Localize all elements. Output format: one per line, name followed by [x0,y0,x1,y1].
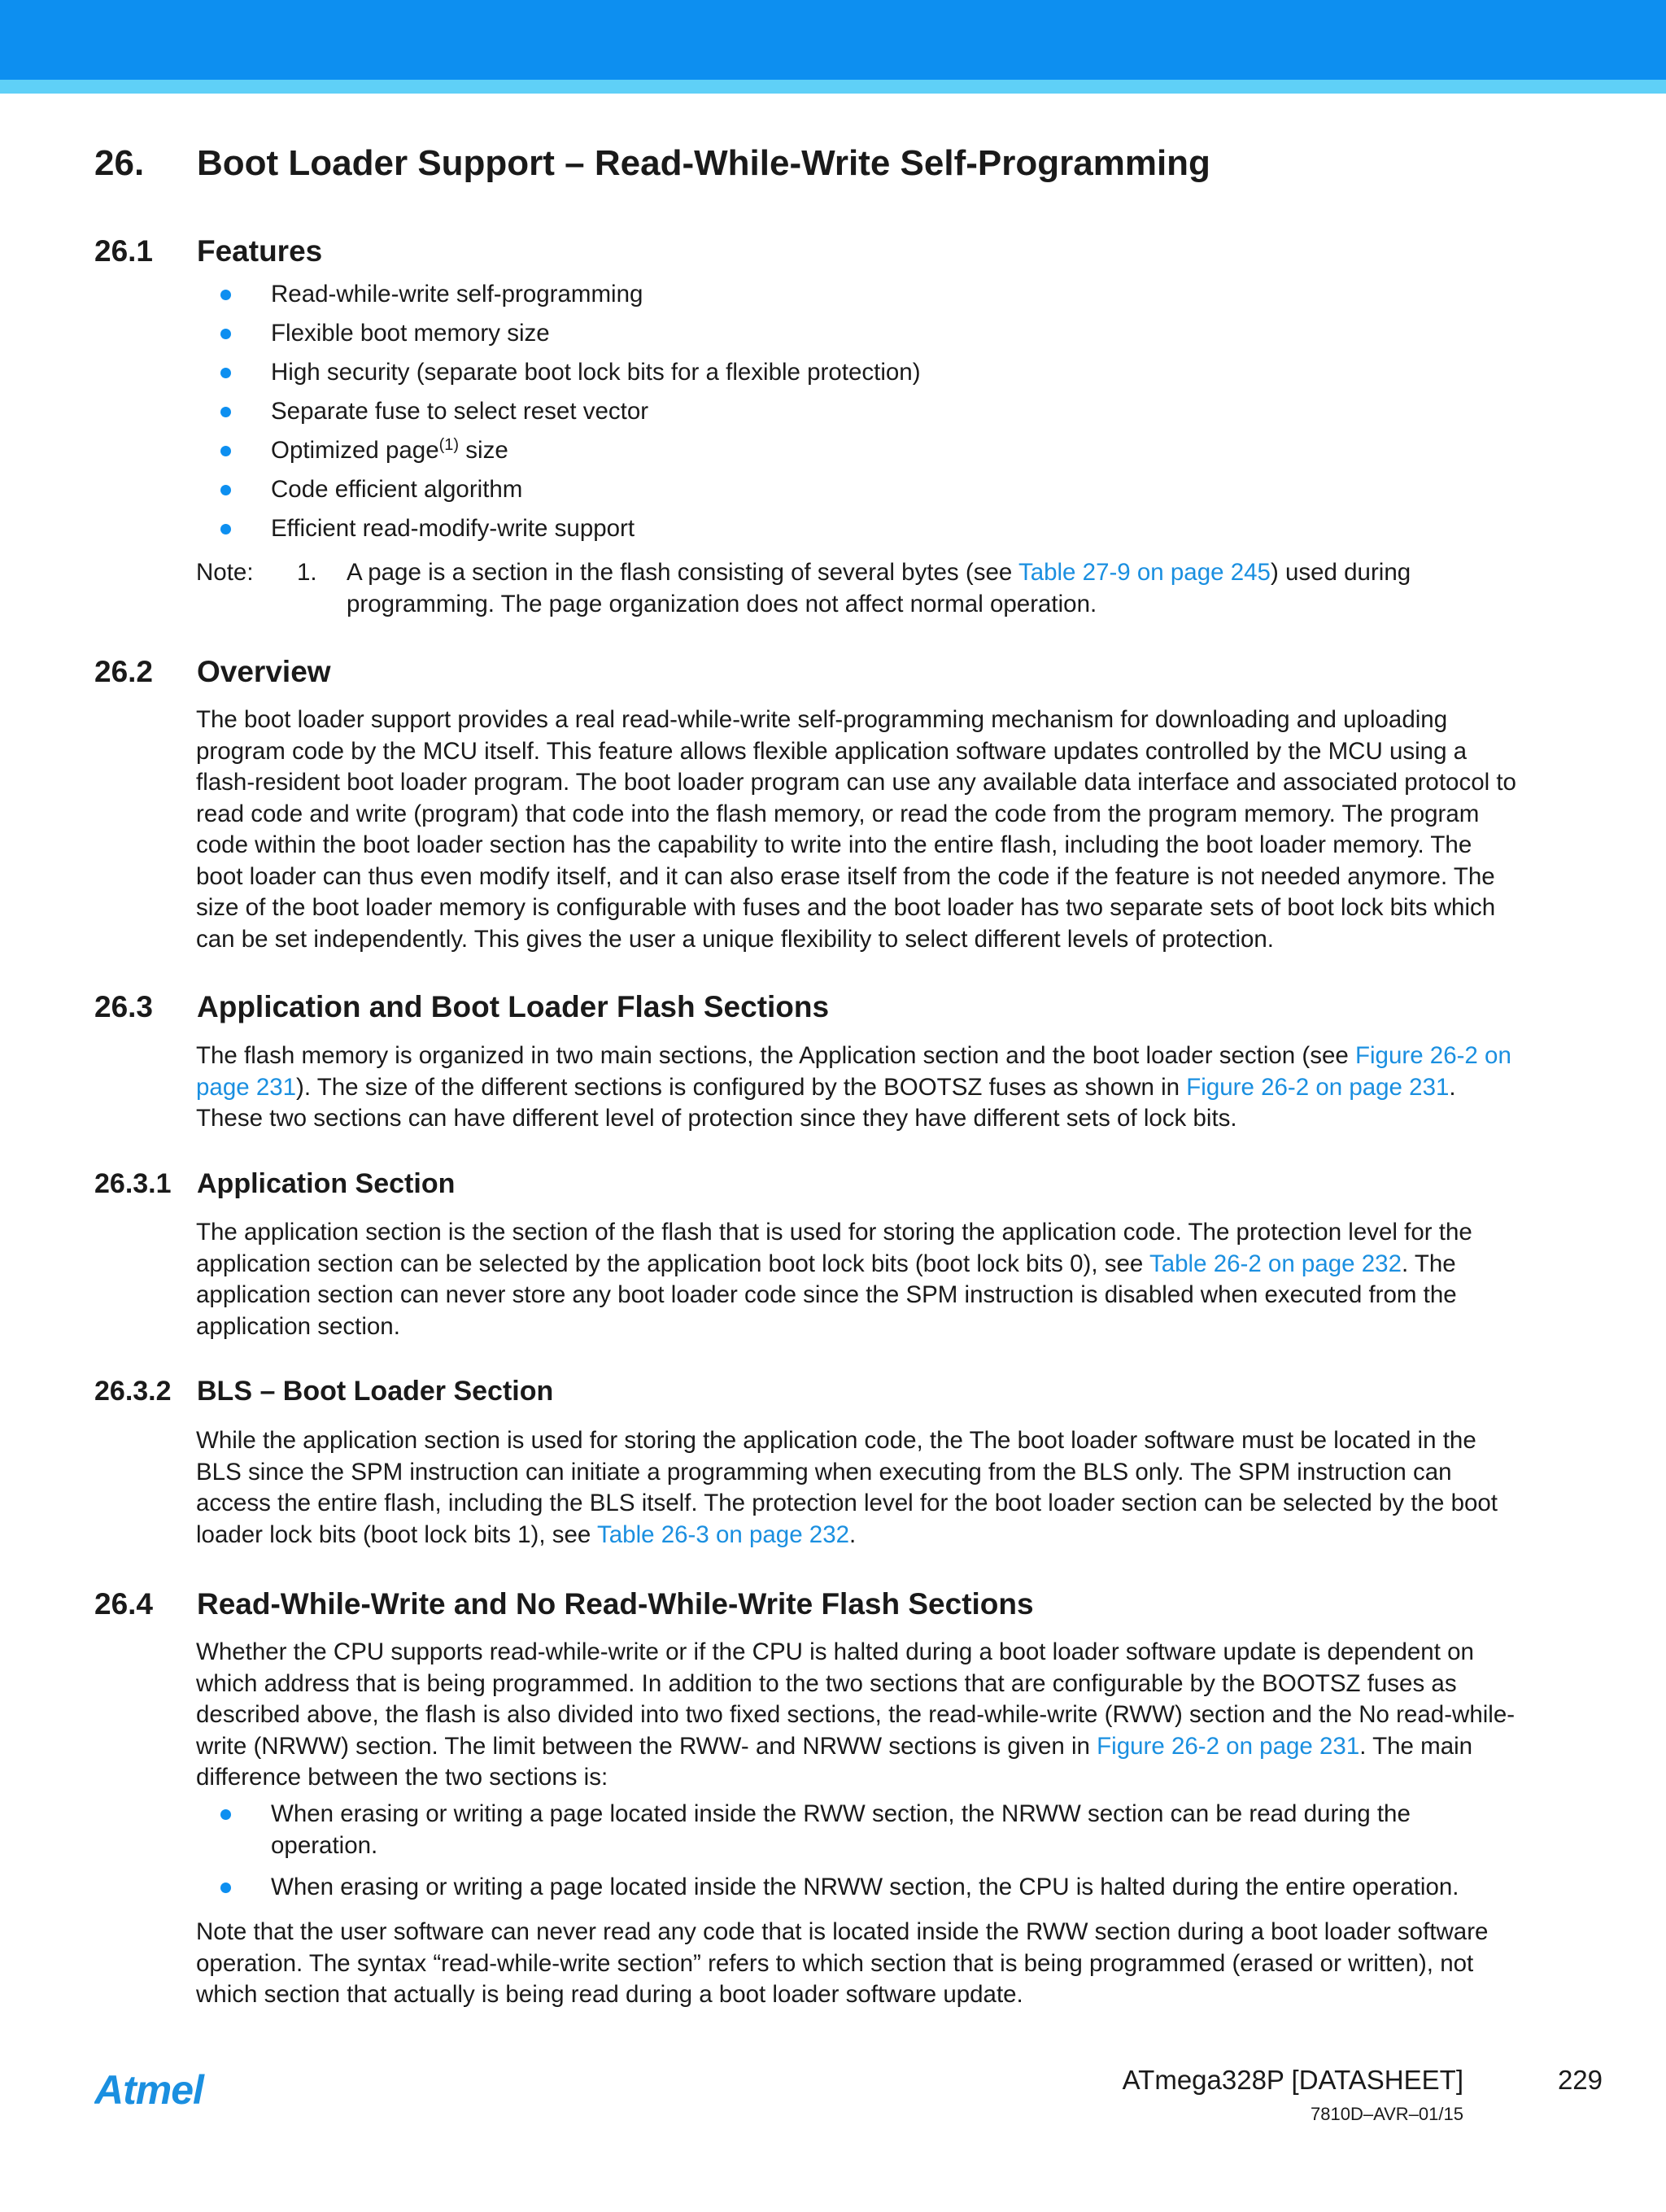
section-title: Application and Boot Loader Flash Sections [197,990,830,1023]
bullet-icon [220,1809,231,1820]
header-stripe [0,80,1666,94]
atmel-logo [94,2066,249,2115]
link-table-27-9[interactable]: Table 27-9 on page 245 [1018,559,1271,586]
link-table-26-2[interactable]: Table 26-2 on page 232 [1149,1250,1402,1277]
bls-paragraph: While the application section is used for storing the application code, the The boot loader software must be located in the BLS since the SPM instruction can initiate a programming when executing from the BLS only. The SPM instruction can access the entire flash, including the BLS itself. The protection level for the boot loader section can be selected by the boot loader lock bits (boot lock bits 1), see Table 26-3 on page 232. [196,1427,1498,1548]
page-number: 229 [1557,2065,1603,2095]
header-bar [0,0,1666,80]
document-code: 7810D–AVR–01/15 [1311,2104,1463,2124]
note-label: Note: [196,559,254,586]
bullet-icon [220,290,231,300]
section-number: 26.4 [94,1587,154,1621]
document-title: ATmega328P [DATASHEET] [1122,2065,1463,2095]
link-figure-26-2-page[interactable]: page 231 [196,1073,297,1101]
bullet-icon [220,485,231,495]
flash-sections-paragraph: The flash memory is organized in two main sections, the Application section and the boot loader section (see Figure 26-2 on page 231). The size of the different sections is configured by the BOOTSZ fuses as shown in Figure 26-2 on page 231. These two sections can have different level of protection since they have different sets of lock bits. [196,1042,1511,1132]
chapter-title: Boot Loader Support – Read-While-Write Self-Programming [197,143,1210,183]
bullet-icon [220,446,231,456]
rww-paragraph: Whether the CPU supports read-while-write or if the CPU is halted during a boot loader software update is dependent on which address that is being programmed. In addition to the two sections that are configurable by the BOOTSZ fuses as described above, the flash is also divided into two fixed sections, the read-while-write (RWW) section and the No read-while- write (NRWW) section. The limit between the RWW- and NRWW sections is given in Figure 26-2 on page 231. The main difference between the two sections is: [196,1638,1516,1791]
section-title: BLS – Boot Loader Section [197,1376,554,1407]
section-number: 26.2 [94,655,154,688]
section-title: Overview [197,655,331,688]
link-figure-26-2[interactable]: Figure 26-2 on page 231 [1186,1073,1450,1101]
rww-note-paragraph: Note that the user software can never read any code that is located inside the RWW section during a boot loader software operation. The syntax “read-while-write section” refers to which section that is being programmed (erased or written), not which section that actually is being read during a boot loader software update. [196,1918,1489,2008]
section-title: Read-While-Write and No Read-While-Write Flash Sections [197,1587,1034,1621]
section-number: 26.3.1 [94,1168,172,1199]
bullet-icon [220,407,231,417]
section-title: Features [197,234,323,268]
footnote-ref: (1) [438,436,460,454]
bullet-icon [220,329,231,339]
section-title: Application Section [197,1168,456,1199]
application-paragraph: The application section is the section of the flash that is used for storing the application code. The protection level for the application section can be selected by the application boot lock bits (boot lock bits 0), see Table 26-2 on page 232. The application section can never store any boot loader code since the SPM instruction is disabled when executed from the application section. [196,1219,1472,1340]
bullet-icon [220,368,231,378]
link-figure-26-2[interactable]: Figure 26-2 on page 231 [1097,1732,1360,1760]
svg-text:Atmel: Atmel [94,2067,203,2113]
overview-paragraph: The boot loader support provides a real read-while-write self-programming mechanism for downloading and uploading program code by the MCU itself. This feature allows flexible application software updates controlled by the MCU using a flash-resident boot loader program. The boot loader program can use any available data interface and associated protocol to read code and write (program) that code into the flash memory, or read the code from the program memory. The program code within the boot loader section has the capability to write into the entire flash, including the boot loader memory. The boot loader can thus even modify itself, and it can also erase itself from the code if the feature is not needed anymore. The size of the boot loader memory is configurable with fuses and the boot loader has two separate sets of boot lock bits which can be set independently. This gives the user a unique flexibility to select different levels of protection. [196,706,1516,953]
section-number: 26.1 [94,234,154,268]
chapter-number: 26. [94,143,145,183]
bullet-icon [220,524,231,534]
link-table-26-3[interactable]: Table 26-3 on page 232 [597,1520,850,1548]
bullet-icon [220,1883,231,1893]
section-number: 26.3.2 [94,1376,172,1407]
section-number: 26.3 [94,990,154,1023]
note-number: 1. [297,559,317,586]
link-figure-26-2[interactable]: Figure 26-2 on [1354,1042,1511,1069]
